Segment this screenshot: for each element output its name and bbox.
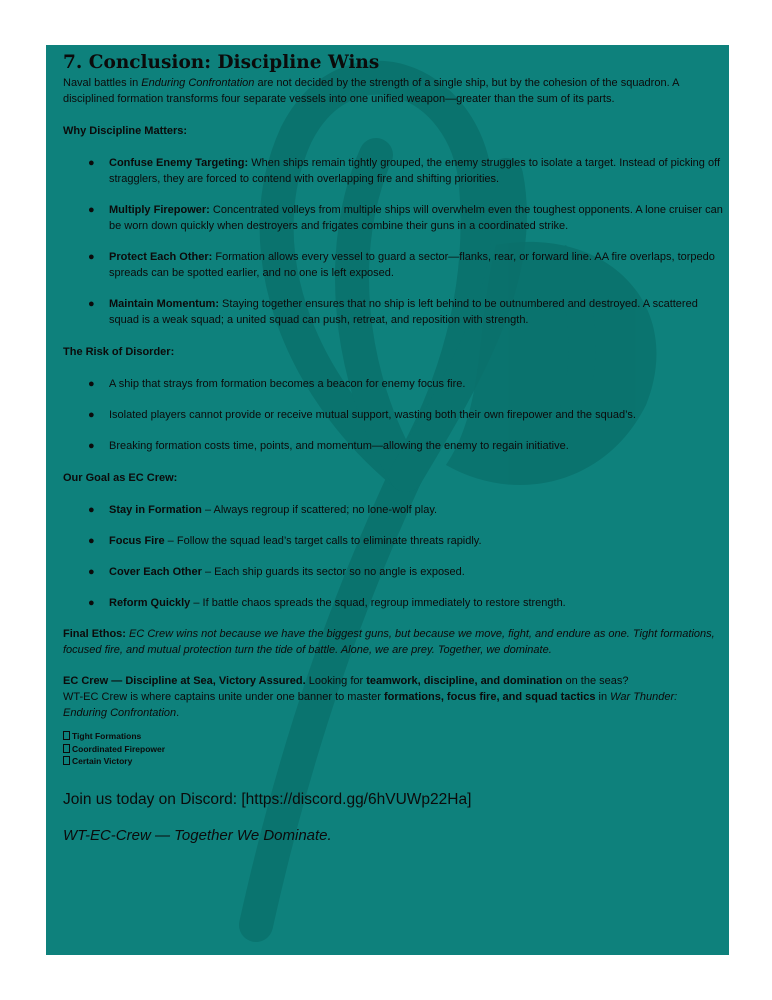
list-item: ● Focus Fire – Follow the squad lead’s target calls to eliminate threats rapidly.	[88, 535, 482, 547]
missing-glyph-icon	[63, 744, 70, 753]
list-item: ● Reform Quickly – If battle chaos spreads the squad, regroup immediately to restore strength.	[88, 597, 566, 609]
goal-heading: Our Goal as EC Crew:	[63, 472, 178, 484]
bullet-icon: ●	[88, 535, 95, 547]
promo-line-1: EC Crew — Discipline at Sea, Victory Assured. Looking for teamwork, discipline, and domination on the seas?	[63, 675, 629, 687]
bullet-icon: ●	[88, 504, 95, 516]
missing-glyph-icon	[63, 731, 70, 740]
list-item: ● Multiply Firepower: Concentrated volleys from multiple ships will overwhelm even the toughest opponents. A lone cruiser can be worn down quickly when destroyers and frigates combine their guns in a coordinated strike.	[88, 204, 723, 232]
list-item: ● Protect Each Other: Formation allows every vessel to guard a sector—flanks, rear, or forward line. AA fire overlaps, torpedo spreads can be spotted earlier, and no one is left exposed.	[88, 251, 715, 279]
list-item: ● Maintain Momentum: Staying together ensures that no ship is left behind to be outnumbered and destroyed. A scattered squad is a weak squad; a united squad can push, retreat, and reposition with strength.	[88, 298, 698, 326]
feature-item: Tight Formations	[63, 730, 723, 743]
document-content	[63, 52, 723, 846]
bullet-icon: ●	[88, 157, 95, 169]
missing-glyph-icon	[63, 756, 70, 765]
bullet-icon: ●	[88, 409, 95, 421]
final-ethos: Final Ethos: EC Crew wins not because we have the biggest guns, but because we move, fight, and endure as one. Tight formations, focused fire, and mutual protection turn the tide of battle. Alone, we are prey. Together, we dominate.	[63, 628, 715, 656]
list-item: ● Isolated players cannot provide or receive mutual support, wasting both their own firepower and the squad’s.	[88, 409, 636, 421]
intro-paragraph: Naval battles in Enduring Confrontation are not decided by the strength of a single ship, but by the cohesion of the squadron. A disciplined formation transforms four separate vessels into one unified weapon—greater than the sum of its parts.	[63, 77, 679, 105]
bullet-icon: ●	[88, 378, 95, 390]
feature-list	[63, 730, 723, 768]
list-item: ● Stay in Formation – Always regroup if scattered; no lone-wolf play.	[88, 504, 438, 516]
document-page	[46, 45, 729, 955]
goal-list	[63, 502, 723, 611]
bullet-icon: ●	[88, 440, 95, 452]
list-item: ● Confuse Enemy Targeting: When ships remain tightly grouped, the enemy struggles to isolate a target. Instead of picking off stragglers, they are forced to contend with overlapping fire and shifting priorities.	[88, 157, 720, 185]
risk-list	[63, 376, 723, 454]
bullet-icon: ●	[88, 251, 95, 263]
bullet-icon: ●	[88, 566, 95, 578]
list-item: ● Breaking formation costs time, points, and momentum—allowing the enemy to regain initiative.	[88, 440, 569, 452]
risk-heading: The Risk of Disorder:	[63, 346, 175, 358]
list-item: ● Cover Each Other – Each ship guards its sector so no angle is exposed.	[88, 566, 465, 578]
discord-invite[interactable]: Join us today on Discord: [https://discord.gg/6hVUWp22Ha]	[63, 790, 472, 808]
closing-tagline: WT-EC-Crew — Together We Dominate.	[63, 826, 332, 844]
why-list	[63, 155, 723, 328]
bullet-icon: ●	[88, 597, 95, 609]
feature-item: Certain Victory	[63, 755, 723, 768]
bullet-icon: ●	[88, 298, 95, 310]
section-title: 7. Conclusion: Discipline Wins	[63, 52, 380, 73]
bullet-icon: ●	[88, 204, 95, 216]
feature-item: Coordinated Firepower	[63, 743, 723, 756]
why-heading: Why Discipline Matters:	[63, 125, 188, 137]
promo-line-2: WT-EC Crew is where captains unite under one banner to master formations, focus fire, and squad tactics in War Thunder: Enduring Confrontation.	[63, 691, 678, 719]
list-item: ● A ship that strays from formation becomes a beacon for enemy focus fire.	[88, 378, 466, 390]
